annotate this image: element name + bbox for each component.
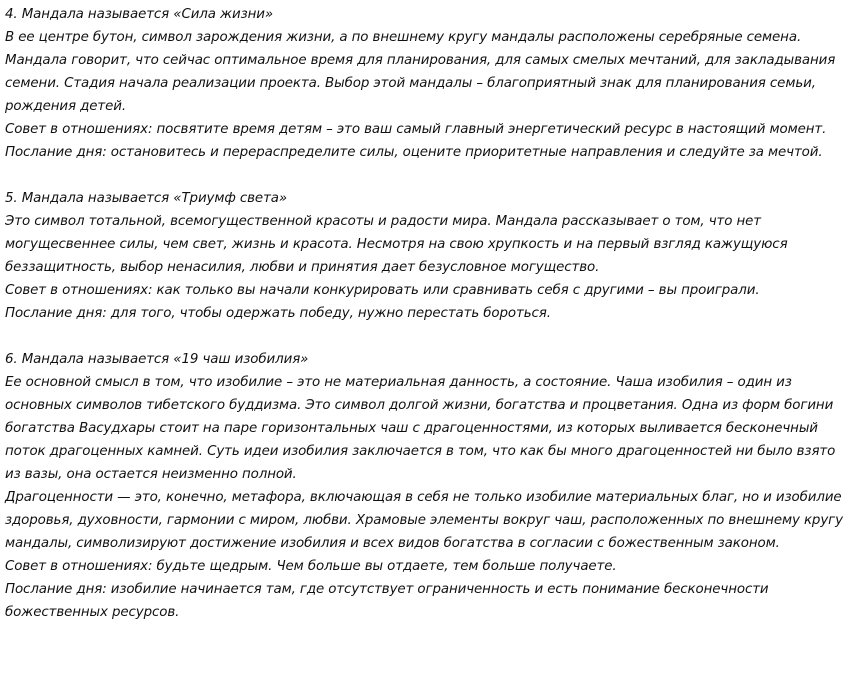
mandala-section-5 xyxy=(5,187,850,325)
section-title: 4. Мандала называется «Сила жизни» xyxy=(5,7,274,22)
daily-message: Послание дня: для того, чтобы одержать победу, нужно перестать бороться. xyxy=(5,306,551,321)
relationship-advice: Совет в отношениях: посвятите время детям – это ваш самый главный энергетический ресурс в настоящий момент. xyxy=(5,122,827,137)
section-title: 6. Мандала называется «19 чаш изобилия» xyxy=(5,352,309,367)
section-title: 5. Мандала называется «Триумф света» xyxy=(5,191,288,206)
mandala-section-4 xyxy=(5,3,850,164)
mandala-section-6 xyxy=(5,348,850,624)
section-description: Это символ тотальной, всемогущественной красоты и радости мира. Мандала рассказывает о том, что нет могущесвеннее силы, чем свет, жизнь и красота. Несмотря на свою хрупкость и на первый взгляд кажущуюся беззащитность, выбор ненасилия, любви и принятия дает безусловное могущество. xyxy=(5,214,788,275)
section-description: Ее основной смысл в том, что изобилие – это не материальная данность, а состояние. Чаша изобилия – один из основных символов тибетского буддизма. Это символ долгой жизни, богатства и процветания. Одна из форм богини богатства Васудхары стоит на паре горизонтальных чаш с драгоценностями, из которых выливается бесконечный поток драгоценных камней. Суть идеи изобилия заключается в том, что как бы много драгоценностей ни было взято из вазы, она остается неизменно полной. xyxy=(5,375,836,482)
section-description: В ее центре бутон, символ зарождения жизни, а по внешнему кругу мандалы расположены серебряные семена. Мандала говорит, что сейчас оптимальное время для планирования, для самых смелых мечтаний, для закладывания семени. Стадия начала реализации проекта. Выбор этой мандалы – благоприятный знак для планирования семьи, рождения детей. xyxy=(5,30,836,114)
daily-message: Послание дня: остановитесь и перераспределите силы, оцените приоритетные направления и следуйте за мечтой. xyxy=(5,145,823,160)
relationship-advice: Совет в отношениях: как только вы начали конкурировать или сравнивать себя с другими – вы проиграли. xyxy=(5,283,760,298)
daily-message: Послание дня: изобилие начинается там, где отсутствует ограниченность и есть понимание бесконечности божественных ресурсов. xyxy=(5,582,769,620)
relationship-advice: Совет в отношениях: будьте щедрым. Чем больше вы отдаете, тем больше получаете. xyxy=(5,559,617,574)
section-description-continued: Драгоценности — это, конечно, метафора, включающая в себя не только изобилие материальных благ, но и изобилие здоровья, духовности, гармонии с миром, любви. Храмовые элементы вокруг чаш, расположенных по внешнему кругу мандалы, символизируют достижение изобилия и всех видов богатства в согласии с божественным законом. xyxy=(5,490,843,551)
